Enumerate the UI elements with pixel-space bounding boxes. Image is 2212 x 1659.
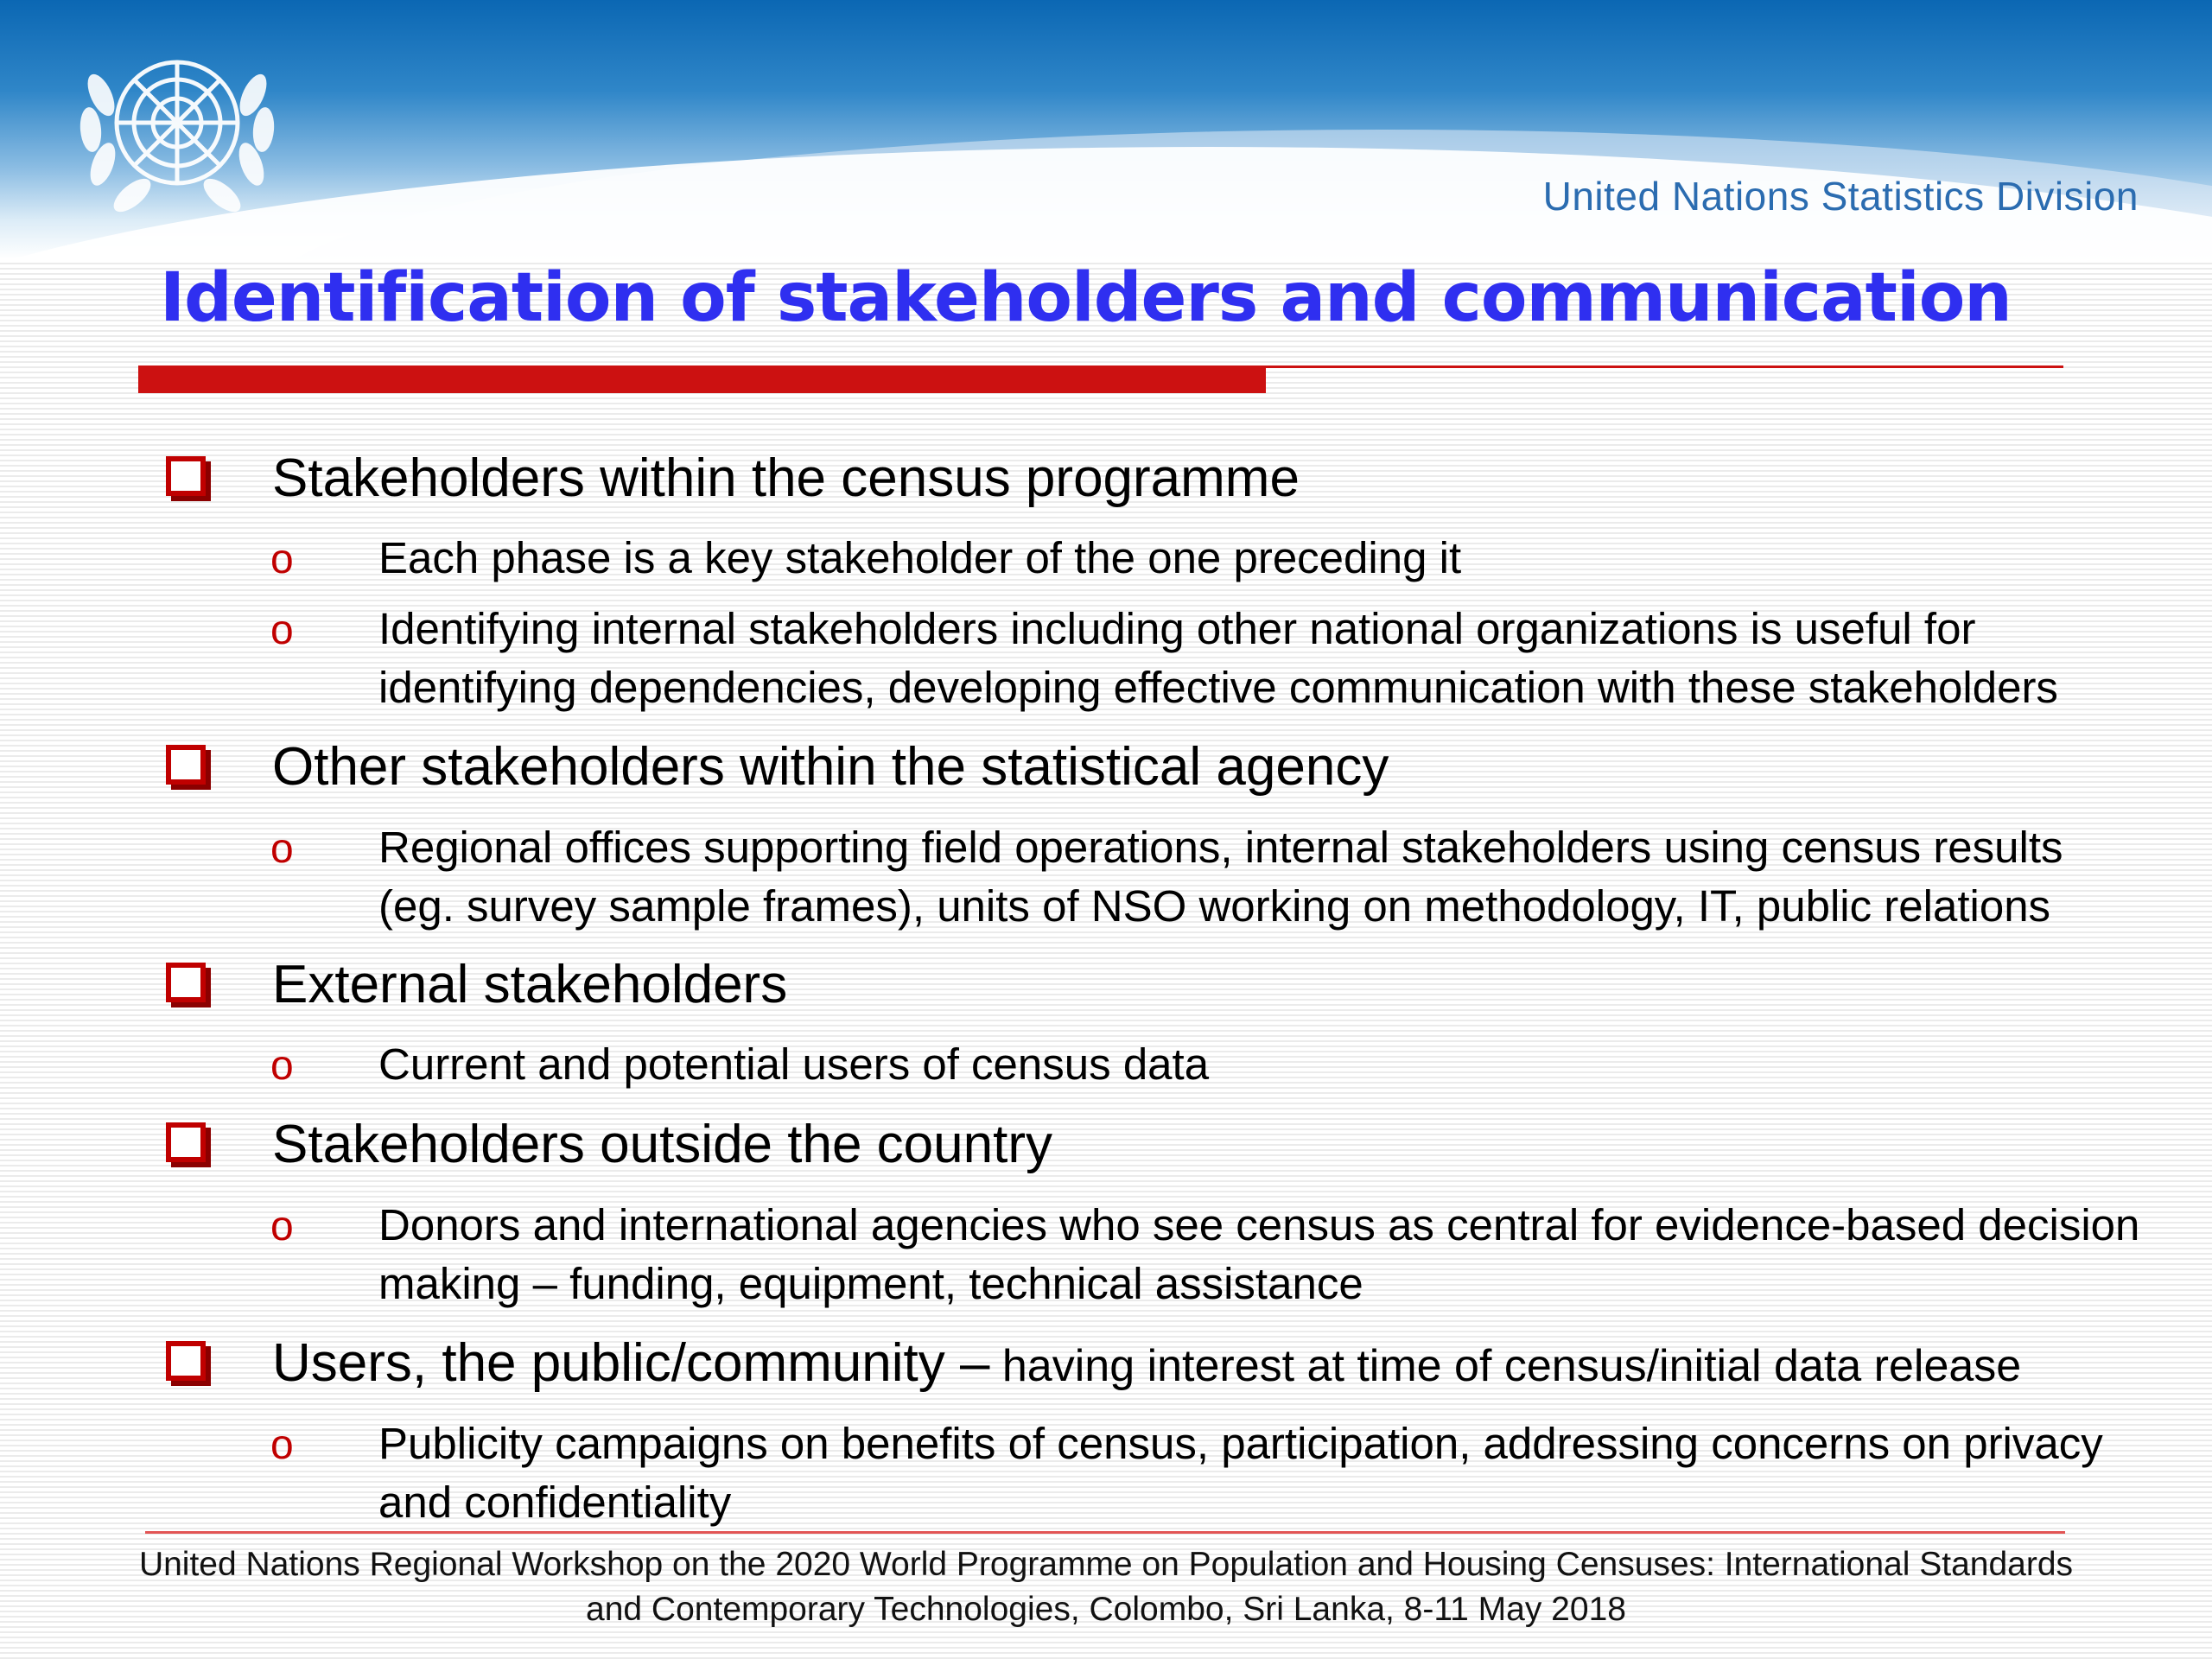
checkbox-bullet-icon: [166, 456, 206, 496]
section-heading-suffix: having interest at time of census/initial data release: [989, 1341, 2022, 1391]
slide-footer: [86, 1542, 2126, 1632]
sub-bullet-marker: o: [270, 1422, 294, 1468]
footer-divider: [145, 1531, 2065, 1534]
sub-bullet-marker: o: [270, 1043, 294, 1089]
division-name: United Nations Statistics Division: [1542, 174, 2139, 219]
slide-title: Identification of stakeholders and communication: [160, 259, 2012, 337]
sub-bullet-marker: o: [270, 826, 294, 872]
footer-line-2: and Contemporary Technologies, Colombo, Sri Lanka, 8-11 May 2018: [586, 1591, 1626, 1628]
checkbox-bullet-icon: [166, 745, 206, 785]
section-heading: Stakeholders outside the country: [272, 1115, 1052, 1174]
sub-bullet-text: Regional offices supporting field operations, internal stakeholders using census results: [378, 823, 2063, 872]
title-underline-thick: [138, 367, 1266, 393]
sub-bullet-text: identifying dependencies, developing effective communication with these stakeholders: [378, 663, 2058, 712]
sub-bullet-text: Current and potential users of census data: [378, 1039, 1210, 1089]
section-heading: Stakeholders within the census programme: [272, 448, 1300, 508]
section-heading: [272, 1332, 2021, 1394]
sub-bullet-text: making – funding, equipment, technical assistance: [378, 1259, 1363, 1308]
sub-bullet-marker: o: [270, 1204, 294, 1249]
sub-bullet-marker: o: [270, 537, 294, 582]
checkbox-bullet-icon: [166, 1122, 206, 1162]
slide-header: [0, 0, 2212, 259]
sub-bullet-text: Donors and international agencies who see census as central for evidence-based decision: [378, 1200, 2140, 1249]
section-heading-main: Users, the public/community –: [272, 1333, 990, 1393]
section-heading: External stakeholders: [272, 955, 788, 1014]
footer-line-1: United Nations Regional Workshop on the 2020 World Programme on Population and Housing Censuses: International Standards: [138, 1546, 2074, 1583]
checkbox-bullet-icon: [166, 963, 206, 1002]
checkbox-bullet-icon: [166, 1341, 206, 1381]
sub-bullet-marker: o: [270, 607, 294, 653]
section-heading: Other stakeholders within the statistical agency: [272, 737, 1389, 797]
sub-bullet-text: and confidentiality: [378, 1478, 732, 1527]
sub-bullet-text: Publicity campaigns on benefits of census, participation, addressing concerns on privacy: [378, 1419, 2103, 1468]
sub-bullet-text: (eg. survey sample frames), units of NSO working on methodology, IT, public relations: [378, 881, 2051, 931]
sub-bullet-text: Identifying internal stakeholders including other national organizations is useful for: [378, 604, 1976, 653]
un-emblem-icon: [65, 26, 289, 225]
sub-bullet-text: Each phase is a key stakeholder of the one preceding it: [378, 533, 1462, 582]
